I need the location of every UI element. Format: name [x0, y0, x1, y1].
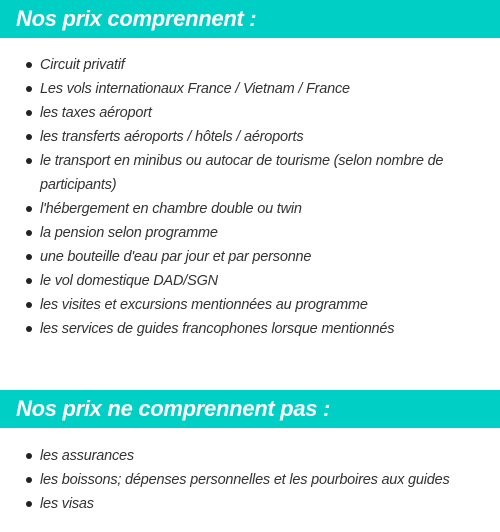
list-item	[0, 197, 500, 221]
bullet-icon	[26, 110, 32, 116]
list-item	[0, 317, 500, 341]
list-item-text: Les vols internationaux France / Vietnam / France	[40, 81, 350, 97]
list-item-text: l'hébergement en chambre double ou twin	[40, 201, 302, 217]
list-item-text: le transport en minibus ou autocar de tourisme (selon nombre de participants)	[40, 153, 444, 193]
list-item-text: le vol domestique DAD/SGN	[40, 273, 218, 289]
list-item	[0, 101, 500, 125]
list-item-text: les transferts aéroports / hôtels / aéroports	[40, 129, 304, 145]
list-item	[0, 293, 500, 317]
list-item-text: les visites et excursions mentionnées au programme	[40, 297, 368, 313]
list-item-text: une bouteille d'eau par jour et par personne	[40, 249, 312, 265]
included-list	[0, 53, 500, 341]
bullet-icon	[26, 86, 32, 92]
list-item-text: les assurances	[40, 448, 134, 464]
bullet-icon	[26, 477, 32, 483]
list-item	[0, 53, 500, 77]
bullet-icon	[26, 302, 32, 308]
list-item-text: Circuit privatif	[40, 57, 125, 73]
list-item-text: les boissons; dépenses personnelles et les pourboires aux guides	[40, 472, 450, 488]
list-item-text: les taxes aéroport	[40, 105, 152, 121]
list-item-text: les services de guides francophones lorsque mentionnés	[40, 321, 395, 337]
list-item	[0, 221, 500, 245]
bullet-icon	[26, 158, 32, 164]
bullet-icon	[26, 254, 32, 260]
bullet-icon	[26, 453, 32, 459]
bullet-icon	[26, 326, 32, 332]
list-item-text: les visas	[40, 496, 94, 512]
bullet-icon	[26, 62, 32, 68]
bullet-icon	[26, 206, 32, 212]
list-item	[0, 269, 500, 293]
bullet-icon	[26, 278, 32, 284]
excluded-section-title: Nos prix ne comprennent pas :	[0, 390, 500, 428]
included-section-title: Nos prix comprennent :	[0, 0, 500, 38]
excluded-list	[0, 444, 500, 516]
bullet-icon	[26, 230, 32, 236]
list-item	[0, 77, 500, 101]
list-item	[0, 468, 500, 492]
bullet-icon	[26, 501, 32, 507]
list-item-text: la pension selon programme	[40, 225, 218, 241]
list-item	[0, 245, 500, 269]
bullet-icon	[26, 134, 32, 140]
list-item	[0, 492, 500, 516]
list-item	[0, 125, 500, 149]
list-item	[0, 444, 500, 468]
list-item	[0, 149, 500, 197]
